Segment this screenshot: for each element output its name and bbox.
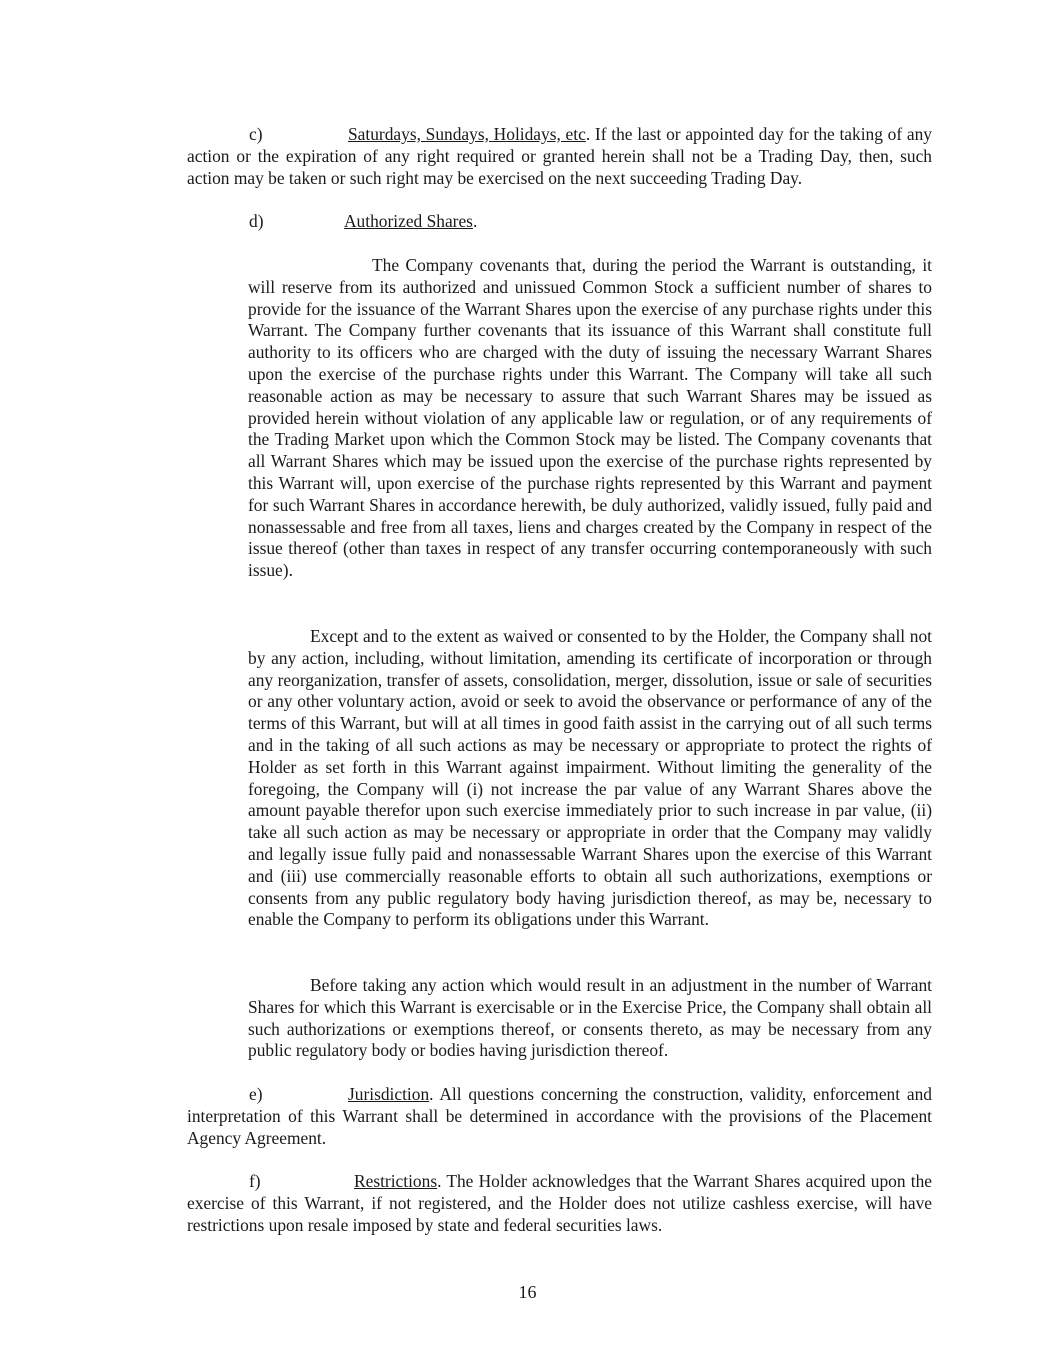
section-d-heading: Authorized Shares: [344, 211, 473, 231]
section-d-paragraph-2: Except and to the extent as waived or consented to by the Holder, the Company shall not by any action, including, without limitation, amending its certificate of incorporation or through any reorganization, transfer of assets, consolidation, merger, dissolution, issue or sale of securities or any other voluntary action, avoid or seek to avoid the observance or performance of any of the terms of this Warrant, but will at all times in good faith assist in the carrying out of all such terms and in the taking of all such actions as may be necessary or appropriate to protect the rights of Holder as set forth in this Warrant against impairment. Without limiting the generality of the foregoing, the Company will (i) not increase the par value of any Warrant Shares above the amount payable therefor upon such exercise immediately prior to such increase in par value, (ii) take all such action as may be necessary or appropriate in order that the Company may validly and legally issue fully paid and nonassessable Warrant Shares upon the exercise of this Warrant and (iii) use commercially reasonable efforts to obtain all such authorizations, exemptions or consents from any public regulatory body having jurisdiction thereof, as may be, necessary to enable the Company to perform its obligations under this Warrant.: [248, 626, 932, 930]
section-c: [187, 124, 932, 189]
section-f-body: . The Holder acknowledges that the Warrant Shares acquired upon the exercise of this Warrant, if not registered, and the Holder does not utilize cashless exercise, will have restrictions upon resale imposed by state and federal securities laws.: [187, 1171, 932, 1235]
section-d-marker: d): [249, 211, 264, 231]
section-d-paragraph-3: Before taking any action which would result in an adjustment in the number of Warrant Shares for which this Warrant is exercisable or in the Exercise Price, the Company shall obtain all such authorizations or exemptions thereof, or consents thereto, as may be necessary from any public regulatory body or bodies having jurisdiction thereof.: [248, 975, 932, 1061]
section-c-heading: Saturdays, Sundays, Holidays, etc: [348, 124, 586, 144]
section-c-marker: c): [249, 124, 263, 144]
section-f-marker: f): [249, 1171, 261, 1191]
section-e-heading: Jurisdiction: [348, 1084, 430, 1104]
section-e: [187, 1084, 932, 1149]
section-f: [187, 1171, 932, 1236]
section-c-body: . If the last or appointed day for the taking of any action or the expiration of any right required or granted herein shall not be a Trading Day, then, such action may be taken or such right may be exercised on the next succeeding Trading Day.: [187, 124, 932, 188]
section-d-heading-end: .: [472, 211, 478, 231]
section-d-paragraph-1: The Company covenants that, during the period the Warrant is outstanding, it will reserve from its authorized and unissued Common Stock a sufficient number of shares to provide for the issuance of the Warrant Shares upon the exercise of any purchase rights under this Warrant. The Company further covenants that its issuance of this Warrant shall constitute full authority to its officers who are charged with the duty of issuing the necessary Warrant Shares upon the exercise of the purchase rights under this Warrant. The Company will take all such reasonable action as may be necessary to assure that such Warrant Shares may be issued as provided herein without violation of any applicable law or regulation, or of any requirements of the Trading Market upon which the Common Stock may be listed. The Company covenants that all Warrant Shares which may be issued upon the exercise of the purchase rights represented by this Warrant will, upon exercise of the purchase rights represented by this Warrant and payment for such Warrant Shares in accordance herewith, be duly authorized, validly issued, fully paid and nonassessable and free from all taxes, liens and charges created by the Company in respect of the issue thereof (other than taxes in respect of any transfer occurring contemporaneously with such issue).: [248, 255, 932, 581]
section-f-heading: Restrictions: [354, 1171, 438, 1191]
section-d-title: [187, 211, 932, 233]
section-e-marker: e): [249, 1084, 263, 1104]
section-e-body: . All questions concerning the construction, validity, enforcement and interpretation of this Warrant shall be determined in accordance with the provisions of the Placement Agency Agreement.: [187, 1084, 932, 1148]
page-number: 16: [518, 1282, 537, 1302]
